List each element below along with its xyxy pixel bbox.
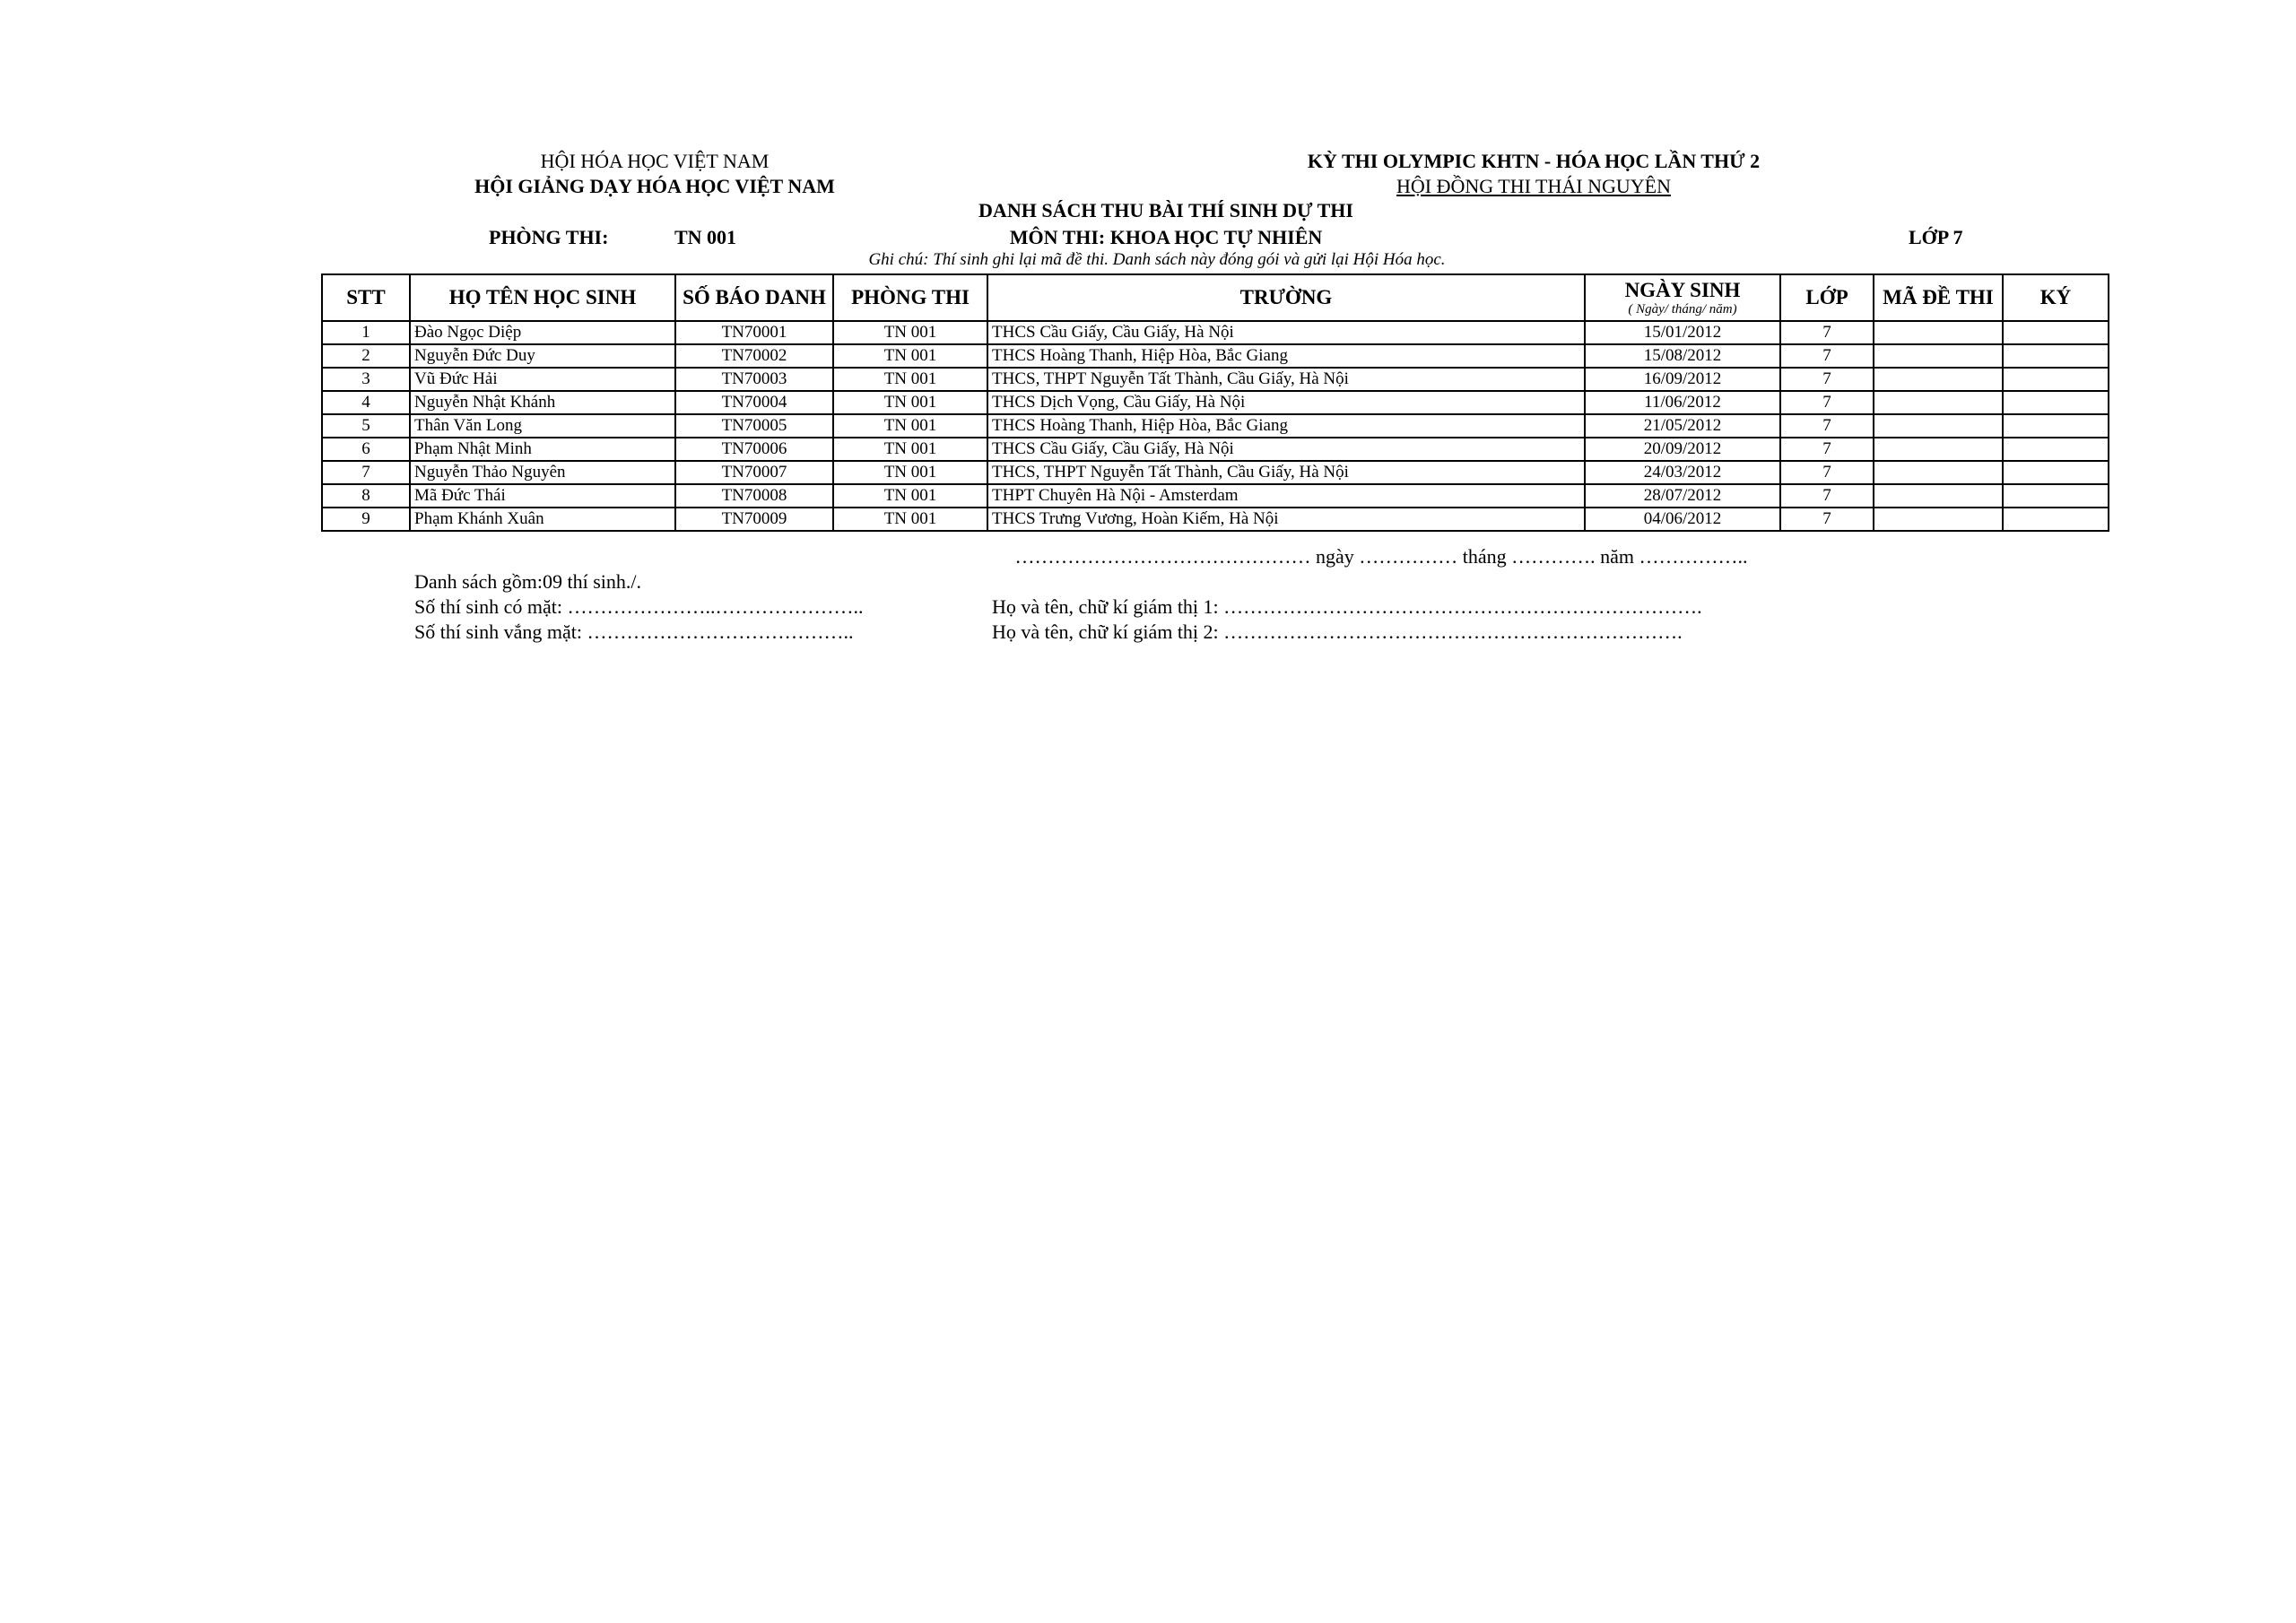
header-name: HỌ TÊN HỌC SINH bbox=[410, 274, 675, 321]
date-line: ……………………………………… ngày …………… tháng …………. năm …………….. bbox=[1014, 545, 1748, 568]
row-birthdate: 04/06/2012 bbox=[1585, 508, 1780, 531]
list-title: DANH SÁCH THU BÀI THÍ SINH DỰ THI bbox=[978, 199, 1353, 221]
row-signature-cell[interactable] bbox=[2003, 461, 2109, 484]
header-dob-label: NGÀY SINH bbox=[1624, 279, 1741, 301]
row-signature-cell[interactable] bbox=[2003, 414, 2109, 438]
row-student-name: Thân Văn Long bbox=[410, 414, 675, 438]
header-dob bbox=[1585, 274, 1780, 321]
header-signature: KÝ bbox=[2003, 274, 2109, 321]
row-grade: 7 bbox=[1780, 368, 1874, 391]
row-candidate-number: TN70007 bbox=[675, 461, 833, 484]
proctor2-signature: Họ và tên, chữ kí giám thị 2: ……………………………………………………………. bbox=[992, 621, 1683, 643]
row-exam-code-cell[interactable] bbox=[1874, 438, 2003, 461]
row-stt: 6 bbox=[322, 438, 410, 461]
table-row bbox=[322, 414, 2109, 438]
row-signature-cell[interactable] bbox=[2003, 391, 2109, 414]
row-stt: 1 bbox=[322, 321, 410, 344]
row-student-name: Vũ Đức Hải bbox=[410, 368, 675, 391]
header-sbd: SỐ BÁO DANH bbox=[675, 274, 833, 321]
org-name-line1: HỘI HÓA HỌC VIỆT NAM bbox=[540, 150, 770, 172]
row-grade: 7 bbox=[1780, 344, 1874, 368]
row-candidate-number: TN70004 bbox=[675, 391, 833, 414]
row-student-name: Nguyễn Nhật Khánh bbox=[410, 391, 675, 414]
row-grade: 7 bbox=[1780, 484, 1874, 508]
table-header-row bbox=[322, 274, 2109, 321]
row-school: THCS Hoàng Thanh, Hiệp Hòa, Bắc Giang bbox=[987, 414, 1585, 438]
table-row bbox=[322, 508, 2109, 531]
row-stt: 4 bbox=[322, 391, 410, 414]
row-exam-code-cell[interactable] bbox=[1874, 484, 2003, 508]
row-birthdate: 24/03/2012 bbox=[1585, 461, 1780, 484]
row-candidate-number: TN70009 bbox=[675, 508, 833, 531]
row-candidate-number: TN70008 bbox=[675, 484, 833, 508]
row-student-name: Phạm Khánh Xuân bbox=[410, 508, 675, 531]
row-exam-code-cell[interactable] bbox=[1874, 461, 2003, 484]
row-grade: 7 bbox=[1780, 508, 1874, 531]
table-row bbox=[322, 344, 2109, 368]
table-row bbox=[322, 438, 2109, 461]
subject-title: MÔN THI: KHOA HỌC TỰ NHIÊN bbox=[1009, 226, 1323, 248]
row-candidate-number: TN70001 bbox=[675, 321, 833, 344]
row-signature-cell[interactable] bbox=[2003, 484, 2109, 508]
table-row bbox=[322, 461, 2109, 484]
row-student-name: Nguyễn Đức Duy bbox=[410, 344, 675, 368]
row-signature-cell[interactable] bbox=[2003, 344, 2109, 368]
row-birthdate: 21/05/2012 bbox=[1585, 414, 1780, 438]
row-exam-code-cell[interactable] bbox=[1874, 344, 2003, 368]
roster-table bbox=[321, 273, 2109, 532]
row-signature-cell[interactable] bbox=[2003, 438, 2109, 461]
row-school: THPT Chuyên Hà Nội - Amsterdam bbox=[987, 484, 1585, 508]
council-name: HỘI ĐỒNG THI THÁI NGUYÊN bbox=[1396, 175, 1671, 197]
row-room: TN 001 bbox=[833, 461, 987, 484]
row-grade: 7 bbox=[1780, 438, 1874, 461]
row-stt: 5 bbox=[322, 414, 410, 438]
row-room: TN 001 bbox=[833, 438, 987, 461]
row-exam-code-cell[interactable] bbox=[1874, 368, 2003, 391]
row-school: THCS Cầu Giấy, Cầu Giấy, Hà Nội bbox=[987, 438, 1585, 461]
row-birthdate: 28/07/2012 bbox=[1585, 484, 1780, 508]
header-dob-format: ( Ngày/ tháng/ năm) bbox=[1628, 302, 1737, 317]
table-row bbox=[322, 484, 2109, 508]
header-school: TRƯỜNG bbox=[987, 274, 1585, 321]
row-school: THCS, THPT Nguyễn Tất Thành, Cầu Giấy, Hà Nội bbox=[987, 368, 1585, 391]
row-room: TN 001 bbox=[833, 344, 987, 368]
row-grade: 7 bbox=[1780, 321, 1874, 344]
row-candidate-number: TN70003 bbox=[675, 368, 833, 391]
row-birthdate: 20/09/2012 bbox=[1585, 438, 1780, 461]
row-room: TN 001 bbox=[833, 508, 987, 531]
header-exam-code: MÃ ĐỀ THI bbox=[1874, 274, 2003, 321]
proctor1-signature: Họ và tên, chữ kí giám thị 1: ………………………………………………………………. bbox=[992, 595, 1702, 618]
row-birthdate: 15/01/2012 bbox=[1585, 321, 1780, 344]
row-student-name: Mã Đức Thái bbox=[410, 484, 675, 508]
row-stt: 3 bbox=[322, 368, 410, 391]
header-room: PHÒNG THI bbox=[833, 274, 987, 321]
org-name-line2: HỘI GIẢNG DẠY HÓA HỌC VIỆT NAM bbox=[474, 175, 835, 197]
row-student-name: Đào Ngọc Diệp bbox=[410, 321, 675, 344]
row-exam-code-cell[interactable] bbox=[1874, 414, 2003, 438]
row-candidate-number: TN70006 bbox=[675, 438, 833, 461]
row-stt: 7 bbox=[322, 461, 410, 484]
header-stt: STT bbox=[322, 274, 410, 321]
row-room: TN 001 bbox=[833, 321, 987, 344]
row-birthdate: 11/06/2012 bbox=[1585, 391, 1780, 414]
row-school: THCS, THPT Nguyễn Tất Thành, Cầu Giấy, Hà Nội bbox=[987, 461, 1585, 484]
row-candidate-number: TN70005 bbox=[675, 414, 833, 438]
row-exam-code-cell[interactable] bbox=[1874, 391, 2003, 414]
row-student-name: Nguyễn Thảo Nguyên bbox=[410, 461, 675, 484]
row-student-name: Phạm Nhật Minh bbox=[410, 438, 675, 461]
row-candidate-number: TN70002 bbox=[675, 344, 833, 368]
row-birthdate: 16/09/2012 bbox=[1585, 368, 1780, 391]
table-row bbox=[322, 391, 2109, 414]
row-stt: 8 bbox=[322, 484, 410, 508]
candidate-count: Danh sách gồm:09 thí sinh./. bbox=[414, 570, 641, 593]
header-grade: LỚP bbox=[1780, 274, 1874, 321]
table-row bbox=[322, 321, 2109, 344]
row-exam-code-cell[interactable] bbox=[1874, 508, 2003, 531]
row-grade: 7 bbox=[1780, 414, 1874, 438]
row-school: THCS Cầu Giấy, Cầu Giấy, Hà Nội bbox=[987, 321, 1585, 344]
note-text: Ghi chú: Thí sinh ghi lại mã đề thi. Danh sách này đóng gói và gửi lại Hội Hóa học. bbox=[868, 250, 1446, 269]
grade-label: LỚP 7 bbox=[1909, 226, 1963, 248]
row-signature-cell[interactable] bbox=[2003, 321, 2109, 344]
row-school: THCS Hoàng Thanh, Hiệp Hòa, Bắc Giang bbox=[987, 344, 1585, 368]
absent-count: Số thí sinh vắng mặt: ………………………………….. bbox=[414, 621, 854, 643]
room-label: PHÒNG THI: bbox=[489, 226, 609, 248]
row-signature-cell[interactable] bbox=[2003, 368, 2109, 391]
row-room: TN 001 bbox=[833, 368, 987, 391]
present-count: Số thí sinh có mặt: …………………..………………….. bbox=[414, 595, 864, 618]
row-stt: 9 bbox=[322, 508, 410, 531]
row-signature-cell[interactable] bbox=[2003, 508, 2109, 531]
row-room: TN 001 bbox=[833, 414, 987, 438]
row-room: TN 001 bbox=[833, 484, 987, 508]
row-room: TN 001 bbox=[833, 391, 987, 414]
row-grade: 7 bbox=[1780, 461, 1874, 484]
row-birthdate: 15/08/2012 bbox=[1585, 344, 1780, 368]
row-stt: 2 bbox=[322, 344, 410, 368]
row-school: THCS Trưng Vương, Hoàn Kiếm, Hà Nội bbox=[987, 508, 1585, 531]
row-school: THCS Dịch Vọng, Cầu Giấy, Hà Nội bbox=[987, 391, 1585, 414]
table-row bbox=[322, 368, 2109, 391]
row-grade: 7 bbox=[1780, 391, 1874, 414]
exam-title: KỲ THI OLYMPIC KHTN - HÓA HỌC LẦN THỨ 2 bbox=[1307, 150, 1761, 172]
room-value: TN 001 bbox=[674, 226, 737, 248]
row-exam-code-cell[interactable] bbox=[1874, 321, 2003, 344]
